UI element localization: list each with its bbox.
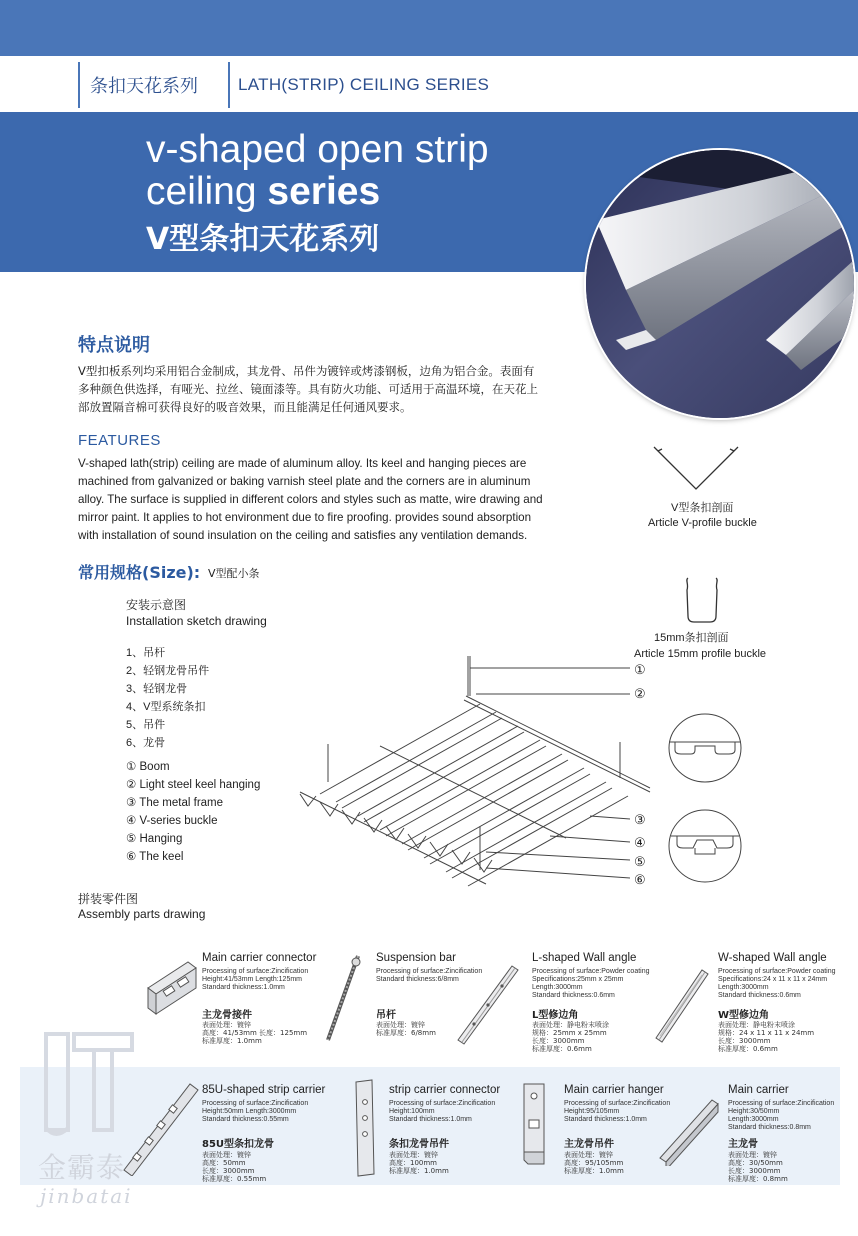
part-spec-cn-line: 表面处理：镀锌 [728, 1151, 777, 1159]
part-spec-line: Height:100mm [389, 1108, 435, 1115]
install-item-cn: 3、轻钢龙骨 [126, 683, 188, 695]
part-spec-line: Processing of surface:Powder coating [532, 968, 650, 975]
installation-sketch [290, 656, 660, 896]
part-spec-line: Standard thickness:0.6mm [532, 992, 615, 999]
part-spec-cn-line: 表面处理：镀锌 [202, 1021, 251, 1029]
install-item-en: ⑤ Hanging [126, 833, 183, 845]
part-spec-line: Processing of surface:Zincification [376, 968, 483, 975]
part-name-en: strip carrier connector [389, 1084, 501, 1096]
install-item-en: ② Light steel keel hanging [126, 779, 261, 791]
part-spec-line: Length:3000mm [532, 984, 583, 991]
part-name-en: Main carrier hanger [564, 1084, 664, 1096]
install-item-en: ③ The metal frame [126, 797, 224, 809]
features-heading-cn: 特点说明 [78, 335, 150, 356]
part-spec-line: Length:3000mm [718, 984, 769, 991]
part-spec-line: Specifications:24 x 11 x 11 x 24mm [718, 976, 828, 983]
part-spec-line: Height:95/105mm [564, 1108, 620, 1115]
features-cn-line: 部放置隔音棉可获得良好的吸音效果，而且能满足任何通风要求。 [78, 400, 412, 414]
part-spec-line: Standard thickness:1.0mm [202, 984, 285, 991]
part-spec-cn-line: 长度：3000mm [718, 1037, 771, 1045]
part-spec-line: Standard thickness:0.8mm [728, 1124, 811, 1131]
part-spec-cn-line: 规格：25mm x 25mm [532, 1029, 607, 1037]
part-spec-line: Height:30/50mm [728, 1108, 780, 1115]
main-carrier-drawing [656, 1094, 722, 1166]
assembly-title-en: Assembly parts drawing [78, 907, 206, 921]
part-spec-cn-line: 表面处理：镀锌 [389, 1151, 438, 1159]
size-subtitle: V型配小条 [208, 567, 260, 580]
part-spec-line: Processing of surface:Zincification [564, 1100, 671, 1107]
part-name-en: L-shaped Wall angle [532, 952, 637, 964]
size-title: 常用规格(Size): [78, 563, 201, 582]
part-spec-cn-line: 规格：24 x 11 x 11 x 24mm [718, 1029, 815, 1037]
hero-title-line2: ceiling series [146, 170, 381, 213]
part-spec-line: Processing of surface:Zincification [728, 1100, 835, 1107]
install-item-cn: 1、吊杆 [126, 647, 166, 659]
part-spec-cn-line: 表面处理：静电粉末喷涂 [532, 1021, 609, 1029]
features-en-line: with installation of sound insulation on the ceiling and satisfies any ventilation demands. [78, 529, 528, 542]
part-name-en: 85U-shaped strip carrier [202, 1084, 326, 1096]
part-spec-cn-line: 标准厚度：1.0mm [389, 1167, 449, 1175]
features-cn-line: 多种颜色供选择，有哑光、拉丝、镜面漆等。具有防火功能、可适用于高温环境，在天花上 [78, 382, 538, 396]
main-carrier-hanger-drawing [514, 1080, 558, 1170]
part-spec-cn-line: 表面处理：静电粉末喷涂 [718, 1021, 795, 1029]
l-wall-angle-drawing [452, 960, 522, 1046]
part-spec-cn-line: 长度：3000mm [532, 1037, 585, 1045]
part-name-en: Main carrier connector [202, 952, 317, 964]
part-name-cn: 吊杆 [376, 1010, 396, 1021]
top-bar [0, 0, 858, 56]
part-spec-cn-line: 高度：50mm [202, 1159, 246, 1167]
install-item-en: ⑥ The keel [126, 851, 184, 863]
part-spec-cn-line: 高度：30/50mm [728, 1159, 783, 1167]
part-spec-line: Specifications:25mm x 25mm [532, 976, 624, 983]
part-spec-line: Length:3000mm [728, 1116, 779, 1123]
part-spec-cn-line: 长度：3000mm [728, 1167, 781, 1175]
profile-15mm-caption-en: Article 15mm profile buckle [634, 648, 767, 660]
install-item-cn: 2、轻钢龙骨吊件 [126, 665, 210, 677]
callout-4: ④ [634, 835, 646, 850]
part-spec-line: Standard thickness:6/8mm [376, 976, 459, 983]
part-spec-cn-line: 标准厚度：0.8mm [728, 1175, 788, 1183]
w-wall-angle-drawing [652, 966, 712, 1044]
features-cn-line: V型扣板系列均采用铝合金制成，其龙骨、吊件为镀锌或烤漆钢板，边角为铝合金。表面有 [78, 364, 535, 378]
product-photo [586, 150, 854, 418]
install-item-en: ④ V-series buckle [126, 815, 218, 827]
part-spec-line: Standard thickness:0.6mm [718, 992, 801, 999]
profile-15mm-drawing [682, 576, 722, 626]
hero-title-line1: v-shaped open strip [146, 128, 489, 171]
install-item-cn: 4、V型系统条扣 [126, 701, 206, 713]
part-spec-cn-line: 长度：3000mm [202, 1167, 255, 1175]
part-name-cn: 主龙骨吊件 [564, 1139, 614, 1150]
strip-carrier-connector-drawing [350, 1078, 380, 1178]
series-title-cn: 条扣天花系列 [90, 76, 198, 97]
hero-title-bold: series [267, 170, 381, 213]
part-spec-cn-line: 高度：41/53mm 长度：125mm [202, 1029, 308, 1037]
part-name-cn: 主龙骨 [728, 1139, 758, 1150]
part-name-en: Suspension bar [376, 952, 456, 964]
part-spec-line: Processing of surface:Zincification [202, 1100, 309, 1107]
part-spec-cn-line: 表面处理：镀锌 [564, 1151, 613, 1159]
part-name-cn: 85U型条扣龙骨 [202, 1139, 275, 1150]
suspension-bar-drawing [318, 950, 368, 1046]
part-spec-line: Processing of surface:Zincification [389, 1100, 496, 1107]
v-strip-photo-illustration [586, 150, 854, 418]
install-item-cn: 5、吊件 [126, 719, 166, 731]
u-strip-carrier-drawing [120, 1080, 200, 1176]
part-spec-line: Standard thickness:1.0mm [564, 1116, 647, 1123]
features-en-line: V-shaped lath(strip) ceiling are made of aluminum alloy. Its keel and hanging pieces are [78, 457, 527, 470]
part-spec-line: Standard thickness:0.55mm [202, 1116, 289, 1123]
callout-3: ③ [634, 812, 646, 827]
callout-1: ① [634, 662, 646, 677]
part-name-cn: 条扣龙骨吊件 [389, 1139, 449, 1150]
part-spec-line: Processing of surface:Zincification [202, 968, 309, 975]
install-item-en: ① Boom [126, 761, 170, 773]
install-item-cn: 6、龙骨 [126, 737, 166, 749]
features-en-line: machined from galvanized or baking varnish steel plate and the corners are in aluminum [78, 475, 531, 488]
part-name-cn: W型修边角 [718, 1010, 770, 1021]
features-en-line: alloy. The surface is supplied in different colors and styles such as matte, wire drawing and [78, 493, 543, 506]
v-profile-drawing [650, 445, 742, 495]
part-spec-cn-line: 标准厚度：6/8mm [376, 1029, 436, 1037]
part-spec-cn-line: 标准厚度：0.6mm [718, 1045, 778, 1053]
part-spec-cn-line: 表面处理：镀锌 [376, 1021, 425, 1029]
part-name-en: Main carrier [728, 1084, 789, 1096]
install-title-cn: 安装示意图 [126, 598, 187, 612]
features-en-line: mirror paint. It applies to hot environment due to fire proofing. provides sound absorption [78, 511, 532, 524]
assembly-title-cn: 拼装零件图 [78, 892, 139, 906]
part-spec-cn-line: 高度：100mm [389, 1159, 437, 1167]
part-name-en: W-shaped Wall angle [718, 952, 827, 964]
series-title-en: LATH(STRIP) CEILING SERIES [238, 75, 490, 94]
detail-circle-bottom [667, 808, 743, 884]
callout-2: ② [634, 686, 646, 701]
profile-15mm-caption-cn: 15mm条扣剖面 [654, 632, 729, 644]
part-name-cn: 主龙骨接件 [202, 1010, 252, 1021]
features-heading-en: FEATURES [78, 432, 161, 449]
part-spec-cn-line: 标准厚度：1.0mm [564, 1167, 624, 1175]
v-profile-caption-cn: V型条扣剖面 [671, 502, 734, 514]
part-spec-cn-line: 标准厚度：0.6mm [532, 1045, 592, 1053]
detail-circle-top [667, 712, 743, 784]
part-spec-cn-line: 标准厚度：0.55mm [202, 1175, 267, 1183]
hero-title-cn: V型条扣天花系列 [146, 222, 380, 257]
part-spec-cn-line: 标准厚度：1.0mm [202, 1037, 262, 1045]
logo-text-en: jinbatai [40, 1184, 133, 1208]
callout-5: ⑤ [634, 854, 646, 869]
part-spec-line: Standard thickness:1.0mm [389, 1116, 472, 1123]
callout-6: ⑥ [634, 872, 646, 887]
install-title-en: Installation sketch drawing [126, 614, 267, 628]
part-name-cn: L型修边角 [532, 1010, 579, 1021]
part-spec-line: Height:50mm Length:3000mm [202, 1108, 297, 1115]
part-spec-line: Processing of surface:Powder coating [718, 968, 836, 975]
part-spec-cn-line: 表面处理：镀锌 [202, 1151, 251, 1159]
v-profile-caption-en: Article V-profile buckle [648, 517, 757, 529]
part-spec-line: Height:41/53mm Length:125mm [202, 976, 302, 983]
part-spec-cn-line: 高度：95/105mm [564, 1159, 624, 1167]
logo-text-cn: 金霸泰 [38, 1151, 126, 1184]
main-carrier-connector-drawing [140, 958, 200, 1024]
